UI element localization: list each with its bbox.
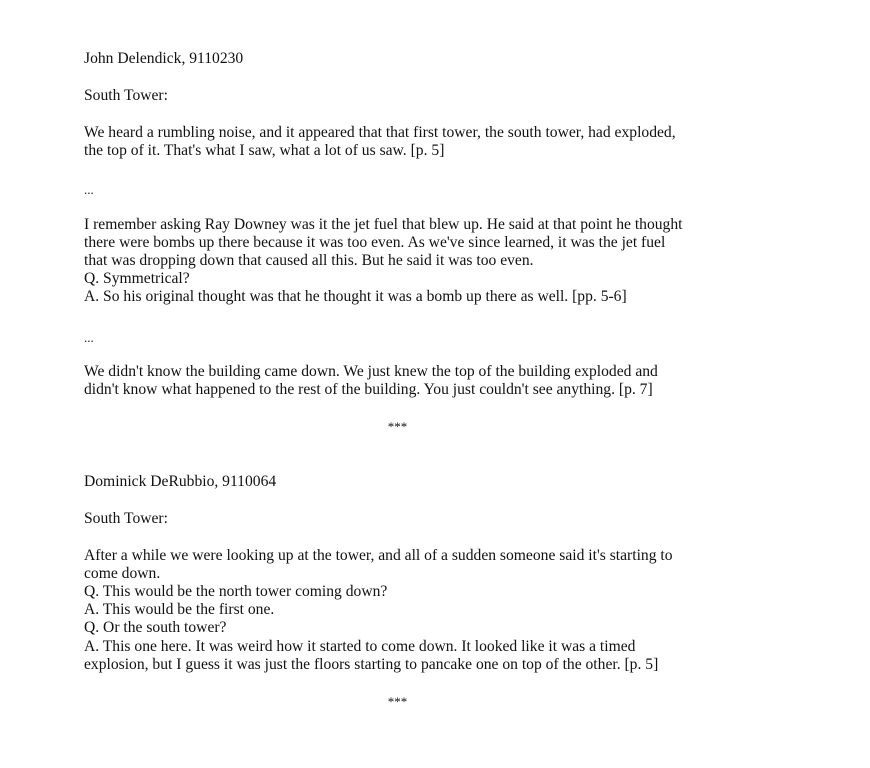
entry-1-separator: *** bbox=[387, 419, 408, 434]
entry-2-location: South Tower: bbox=[84, 510, 168, 527]
entry-1-paragraph-2-line-3: that was dropping down that caused all this. But he said it was too even. bbox=[84, 252, 534, 269]
entry-1-paragraph-2-line-4: Q. Symmetrical? bbox=[84, 270, 190, 287]
entry-1-paragraph-3-line-1: We didn't know the building came down. We just knew the top of the building exploded and bbox=[84, 363, 658, 380]
entry-2-paragraph-1-line-3: Q. This would be the north tower coming down? bbox=[84, 583, 388, 600]
entry-1-paragraph-1-line-1: We heard a rumbling noise, and it appeared that that first tower, the south tower, had exploded, bbox=[84, 124, 676, 141]
entry-1-ellipsis-2: ... bbox=[84, 330, 94, 345]
entry-2-paragraph-1-line-4: A. This would be the first one. bbox=[84, 601, 275, 618]
entry-1-paragraph-2-line-2: there were bombs up there because it was too even. As we've since learned, it was the jet fuel bbox=[84, 234, 666, 251]
entry-1-paragraph-2-line-1: I remember asking Ray Downey was it the jet fuel that blew up. He said at that point he thought bbox=[84, 216, 683, 233]
entry-1-paragraph-3-line-2: didn't know what happened to the rest of the building. You just couldn't see anything. [p. 7] bbox=[84, 381, 653, 398]
entry-2-paragraph-1-line-7: explosion, but I guess it was just the floors starting to pancake one on top of the other. [p. 5] bbox=[84, 656, 659, 673]
entry-2-paragraph-1-line-2: come down. bbox=[84, 565, 161, 582]
entry-2-paragraph-1-line-1: After a while we were looking up at the tower, and all of a sudden someone said it's starting to bbox=[84, 547, 673, 564]
entry-1-paragraph-1-line-2: the top of it. That's what I saw, what a lot of us saw. [p. 5] bbox=[84, 142, 445, 159]
entry-1-name-id: John Delendick, 9110230 bbox=[84, 50, 244, 67]
entry-2-paragraph-1-line-6: A. This one here. It was weird how it started to come down. It looked like it was a timed bbox=[84, 638, 636, 655]
entry-2-paragraph-1-line-5: Q. Or the south tower? bbox=[84, 619, 227, 636]
entry-1-location: South Tower: bbox=[84, 87, 168, 104]
entry-2-name-id: Dominick DeRubbio, 9110064 bbox=[84, 473, 277, 490]
entry-1-ellipsis-1: ... bbox=[84, 182, 94, 197]
entry-1-paragraph-2-line-5: A. So his original thought was that he thought it was a bomb up there as well. [pp. 5-6] bbox=[84, 288, 627, 305]
entry-2-separator: *** bbox=[387, 694, 408, 709]
